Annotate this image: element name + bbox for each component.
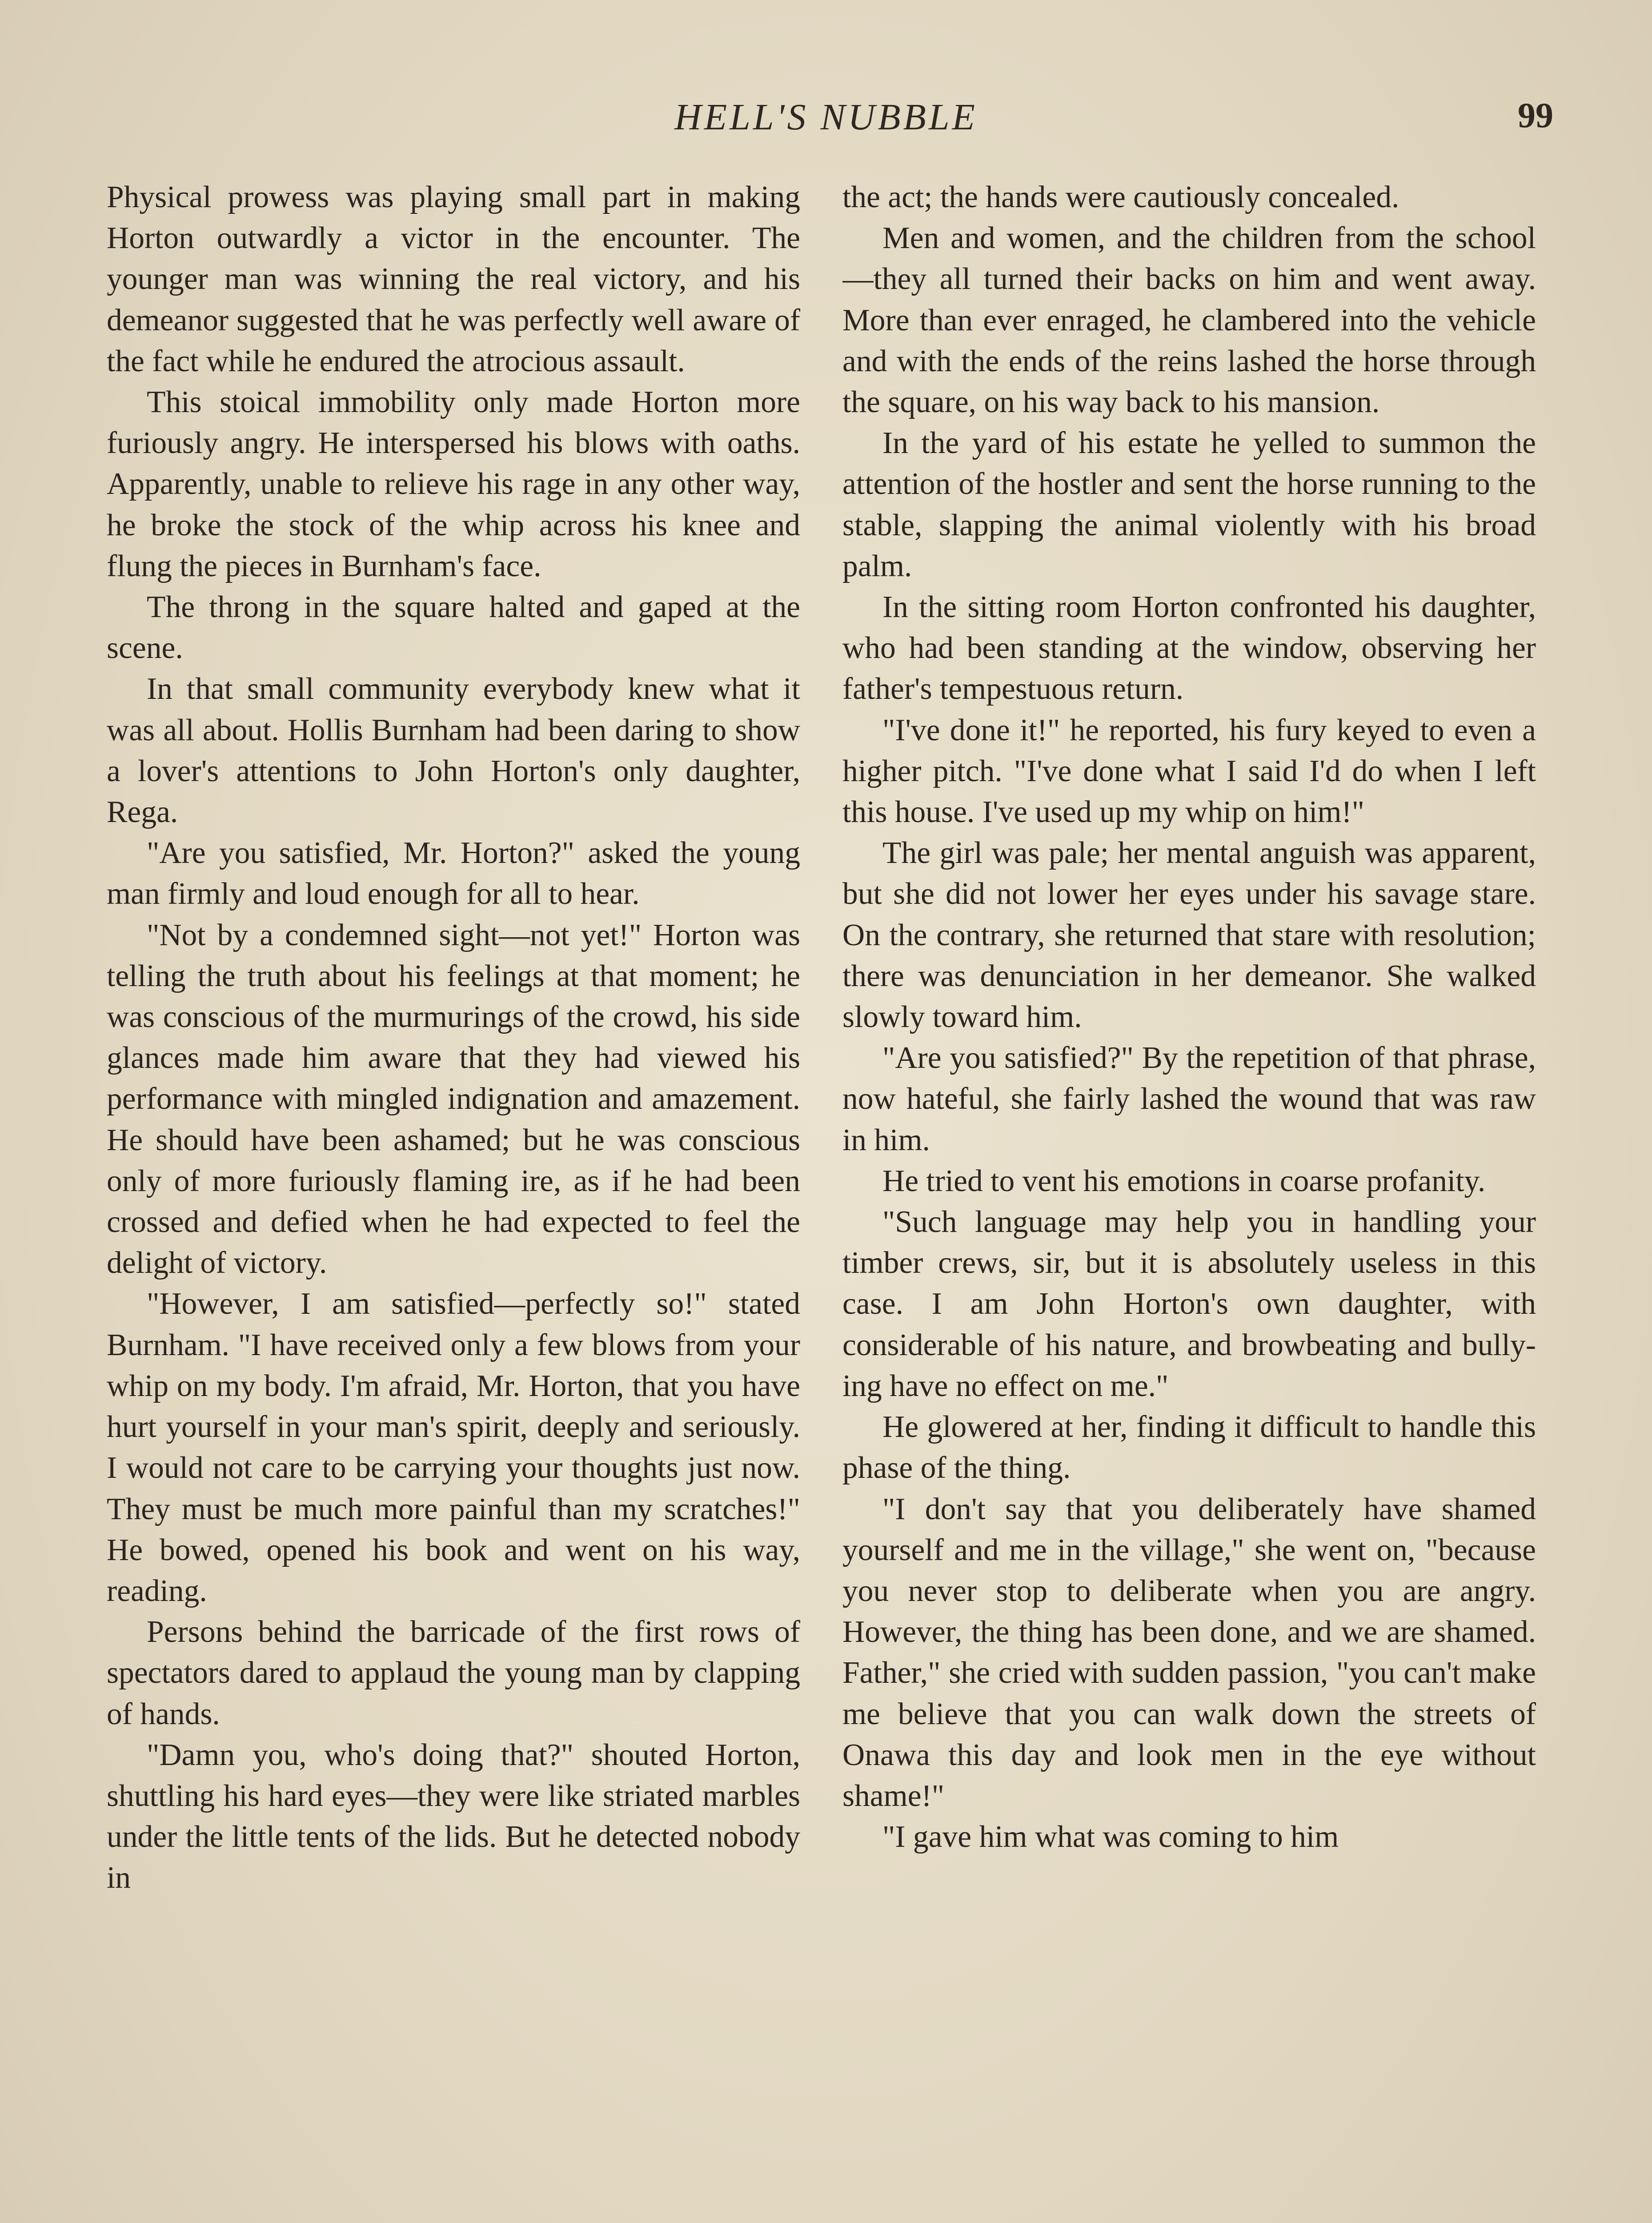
paragraph: In the yard of his estate he yelled to summon the attention of the hostler and sent the horse running to the stable, slapping the animal violently with his broad palm. (842, 426, 1536, 583)
paragraph: "Are you satisfied?" By the repetition of that phrase, now hateful, she fairly lashed the wound that was raw in him. (842, 1041, 1536, 1157)
paragraph: "Not by a condemned sight—not yet!" Horton was telling the truth about his feelings at that moment; he was conscious of the murmurings of the crowd, his side glances made him aware that they had viewed his performance with mingled indignation and amazement. He should have been ashamed; but he was conscious only of more furiously flaming ire, as if he had been crossed and defied when he had expected to feel the delight of victory. (107, 918, 800, 1280)
paragraph: This stoical immobility only made Horton more furiously angry. He interspersed his blows with oaths. Apparently, unable to relieve his rage in any other way, he broke the stock of the whip across his knee and flung the pieces in Burnham's face. (107, 385, 800, 583)
paragraph: Physical prowess was playing small part in making Horton outwardly a victor in the encounter. The younger man was winning the real victory, and his demeanor suggested that he was perfectly well aware of the fact while he endured the atrocious assault. (107, 180, 800, 378)
paragraph: The girl was pale; her mental anguish was apparent, but she did not lower her eyes under his savage stare. On the contrary, she returned that stare with resolution; there was denunciation in her demeanor. She walked slowly toward him. (842, 836, 1536, 1035)
paragraph: He tried to vent his emotions in coarse profanity. (882, 1164, 1486, 1198)
paragraph: "I gave him what was coming to him (882, 1820, 1339, 1854)
left-column (107, 177, 800, 2223)
paragraph: Persons behind the barricade of the first rows of spectators dared to applaud the young man by clapping of hands. (107, 1615, 800, 1731)
right-column (842, 177, 1536, 2223)
paragraph: In that small community everybody knew what it was all about. Hollis Burnham had been daring to show a lover's attentions to John Horton's only daughter, Rega. (107, 672, 800, 830)
page-number: 99 (1518, 96, 1553, 135)
paragraph: "Are you satisfied, Mr. Horton?" asked the young man firmly and loud enough for all to hear. (107, 836, 800, 911)
paragraph: The throng in the square halted and gaped at the scene. (107, 590, 800, 666)
paragraph: He glowered at her, finding it difficult to handle this phase of the thing. (842, 1410, 1536, 1485)
running-head (0, 96, 1652, 149)
paragraph: "Damn you, who's doing that?" shouted Horton, shuttling his hard eyes—they were like striated marbles under the little tents of the lids. But he detected nobody in (107, 1737, 800, 1895)
paragraph: "I don't say that you deliberately have shamed yourself and me in the village," she went on, "because you never stop to deliberate when you are angry. However, the thing has been done, and we are shamed. Father," she cried with sudden passion, "you can't make me believe that you can walk down the streets of Onawa this day and look men in the eye without shame!" (842, 1492, 1536, 1813)
paragraph: the act; the hands were cautiously concealed. (842, 180, 1399, 214)
running-title: HELL'S NUBBLE (674, 96, 978, 138)
paragraph: "Such language may help you in handling your timber crews, sir, but it is absolutely useless in this case. I am John Horton's own daughter, with considerable of his nature, and browbeating and bullying have no effect on me." (842, 1205, 1536, 1403)
paragraph: "However, I am satisfied—perfectly so!" stated Burnham. "I have received only a few blows from your whip on my body. I'm afraid, Mr. Horton, that you have hurt yourself in your man's spirit, deeply and seriously. I would not care to be carrying your thoughts just now. They must be much more painful than my scratches!" He bowed, opened his book and went on his way, reading. (107, 1287, 800, 1608)
paragraph: Men and women, and the children from the school—they all turned their backs on him and went away. More than ever enraged, he clambered into the vehicle and with the ends of the reins lashed the horse through the square, on his way back to his mansion. (842, 221, 1536, 420)
paragraph: "I've done it!" he reported, his fury keyed to even a higher pitch. "I've done what I said I'd do when I left this house. I've used up my whip on him!" (842, 713, 1536, 830)
paragraph: In the sitting room Horton confronted his daughter, who had been standing at the window, observing her father's tempestuous return. (842, 590, 1536, 706)
